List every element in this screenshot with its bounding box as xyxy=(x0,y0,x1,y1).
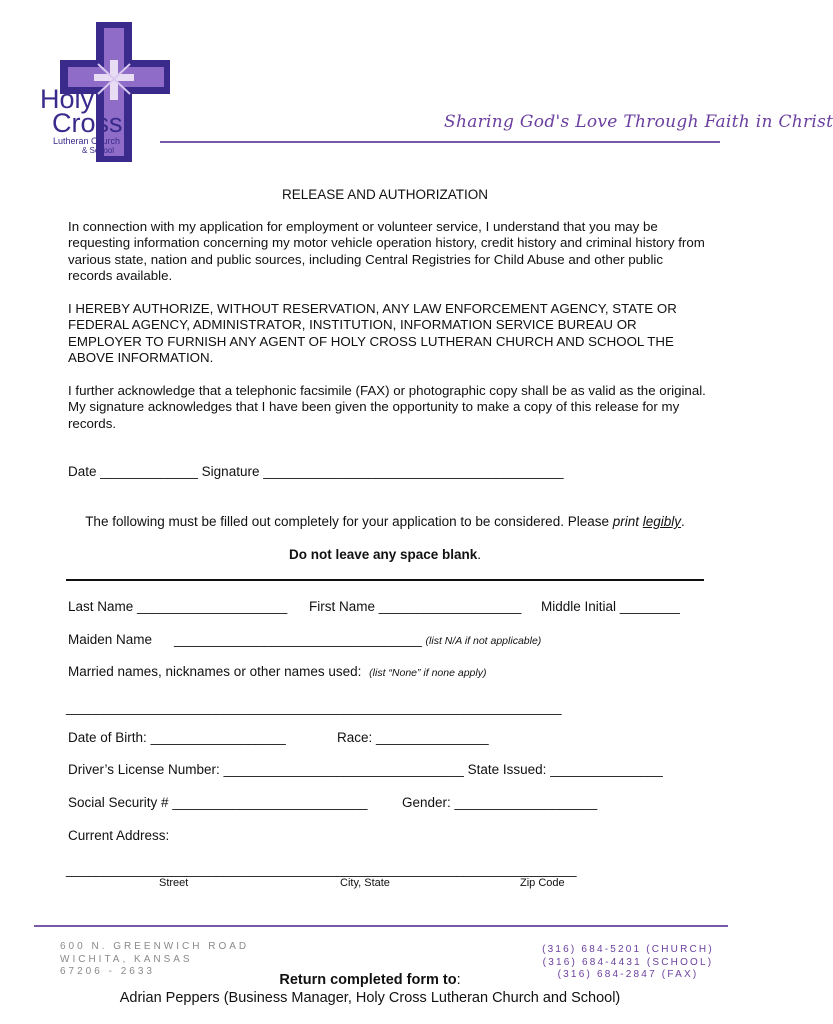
gender-field[interactable]: ___________________ xyxy=(454,795,598,810)
phone-school: (316) 684-4431 (SCHOOL) xyxy=(542,956,714,968)
race-row xyxy=(337,730,489,745)
middle-initial-row xyxy=(541,599,680,614)
middle-initial-field[interactable]: ________ xyxy=(619,599,680,614)
last-name-row xyxy=(68,599,287,614)
logo-sub-line1: Lutheran Church xyxy=(53,136,121,146)
phone-fax: (316) 684-2847 (FAX) xyxy=(557,969,699,980)
street-label: Street xyxy=(159,877,189,889)
gender-label: Gender: xyxy=(402,795,451,810)
phone-church: (316) 684-5201 (CHURCH) xyxy=(542,944,714,955)
last-name-label: Last Name xyxy=(68,599,134,614)
legibly-text: legibly xyxy=(642,514,682,529)
dob-label: Date of Birth: xyxy=(68,730,147,745)
other-names-row xyxy=(68,664,486,679)
state-issued-label: State Issued: xyxy=(467,762,547,777)
city-state-label: City, State xyxy=(340,877,390,889)
dl-label: Driver’s License Number: xyxy=(68,762,220,777)
dl-row xyxy=(68,762,663,777)
section-divider xyxy=(66,579,704,581)
church-address: 600 N. GREENWICH ROAD WICHITA, KANSAS 67206 - 2633 xyxy=(60,941,250,977)
first-name-row xyxy=(309,599,521,614)
holy-cross-logo xyxy=(38,20,168,165)
logo-sub-line2: & School xyxy=(82,146,115,155)
date-field[interactable]: _____________ xyxy=(100,464,198,479)
maiden-name-label: Maiden Name xyxy=(68,632,153,647)
maiden-name-note: (list N/A if not applicable) xyxy=(425,635,542,647)
other-names-label: Married names, nicknames or other names used: xyxy=(68,664,362,679)
paragraph-connection: In connection with my application for employment or volunteer service, I understand that you may be requesting information concerning my motor vehicle operation history, credit history and criminal history from various state, nation and public sources, including Central Registries for Child Abuse and other public records available. xyxy=(68,219,705,283)
date-signature-row xyxy=(68,464,564,479)
first-name-field[interactable]: ___________________ xyxy=(378,599,522,614)
gender-row xyxy=(402,795,597,810)
header-divider xyxy=(160,141,720,143)
address-label: Current Address: xyxy=(68,828,170,843)
last-name-field[interactable]: ____________________ xyxy=(137,599,288,614)
dob-field[interactable]: __________________ xyxy=(150,730,286,745)
document-title: RELEASE AND AUTHORIZATION xyxy=(281,187,489,202)
other-names-field[interactable]: __________________________________________________________________ xyxy=(66,700,562,715)
middle-initial-label: Middle Initial xyxy=(541,599,617,614)
logo-name-line2: Cross xyxy=(52,108,123,138)
ssn-label: Social Security # xyxy=(68,795,169,810)
date-label: Date xyxy=(68,464,97,479)
maiden-name-row xyxy=(174,632,541,647)
other-names-note: (list “None” if none apply) xyxy=(369,667,487,679)
maiden-name-field[interactable]: _________________________________ xyxy=(174,632,422,647)
signature-label: Signature xyxy=(201,464,260,479)
return-recipient: Adrian Peppers (Business Manager, Holy Cross Lutheran Church and School) xyxy=(119,990,621,1006)
dl-field[interactable]: ________________________________ xyxy=(223,762,464,777)
address-field[interactable]: ____________________________________________________________________ xyxy=(66,862,577,877)
race-label: Race: xyxy=(337,730,373,745)
dob-row xyxy=(68,730,286,745)
signature-field[interactable]: ________________________________________ xyxy=(263,464,564,479)
paragraph-authorize: I HEREBY AUTHORIZE, WITHOUT RESERVATION, ANY LAW ENFORCEMENT AGENCY, STATE OR FEDERAL AGENCY, ADMINISTRATOR, INSTITUTION, INFORMATION SERVICE BUREAU OR EMPLOYER TO FURNISH ANY AGENT OF HOLY CROSS LUTHERAN CHURCH AND SCHOOL THE ABOVE INFORMATION. xyxy=(68,301,677,365)
tagline: Sharing God's Love Through Faith in Christ xyxy=(444,112,833,132)
race-field[interactable]: _______________ xyxy=(376,730,489,745)
paragraph-acknowledge: I further acknowledge that a telephonic facsimile (FAX) or photographic copy shall be as valid as the original. My signature acknowledges that I have been given the opportunity to make a copy of this release for my records. xyxy=(68,383,706,431)
zip-code-label: Zip Code xyxy=(520,877,565,889)
logo-name-line1: Holy xyxy=(40,84,95,114)
ssn-row xyxy=(68,795,368,810)
first-name-label: First Name xyxy=(309,599,376,614)
no-blank-notice: Do not leave any space blank. xyxy=(288,547,482,562)
instructions: The following must be filled out completely for your application to be considered. Please print legibly. xyxy=(85,514,685,529)
footer-divider xyxy=(34,925,728,927)
ssn-field[interactable]: __________________________ xyxy=(172,795,368,810)
state-issued-field[interactable]: _______________ xyxy=(550,762,663,777)
return-label: Return completed form to: xyxy=(279,972,461,988)
